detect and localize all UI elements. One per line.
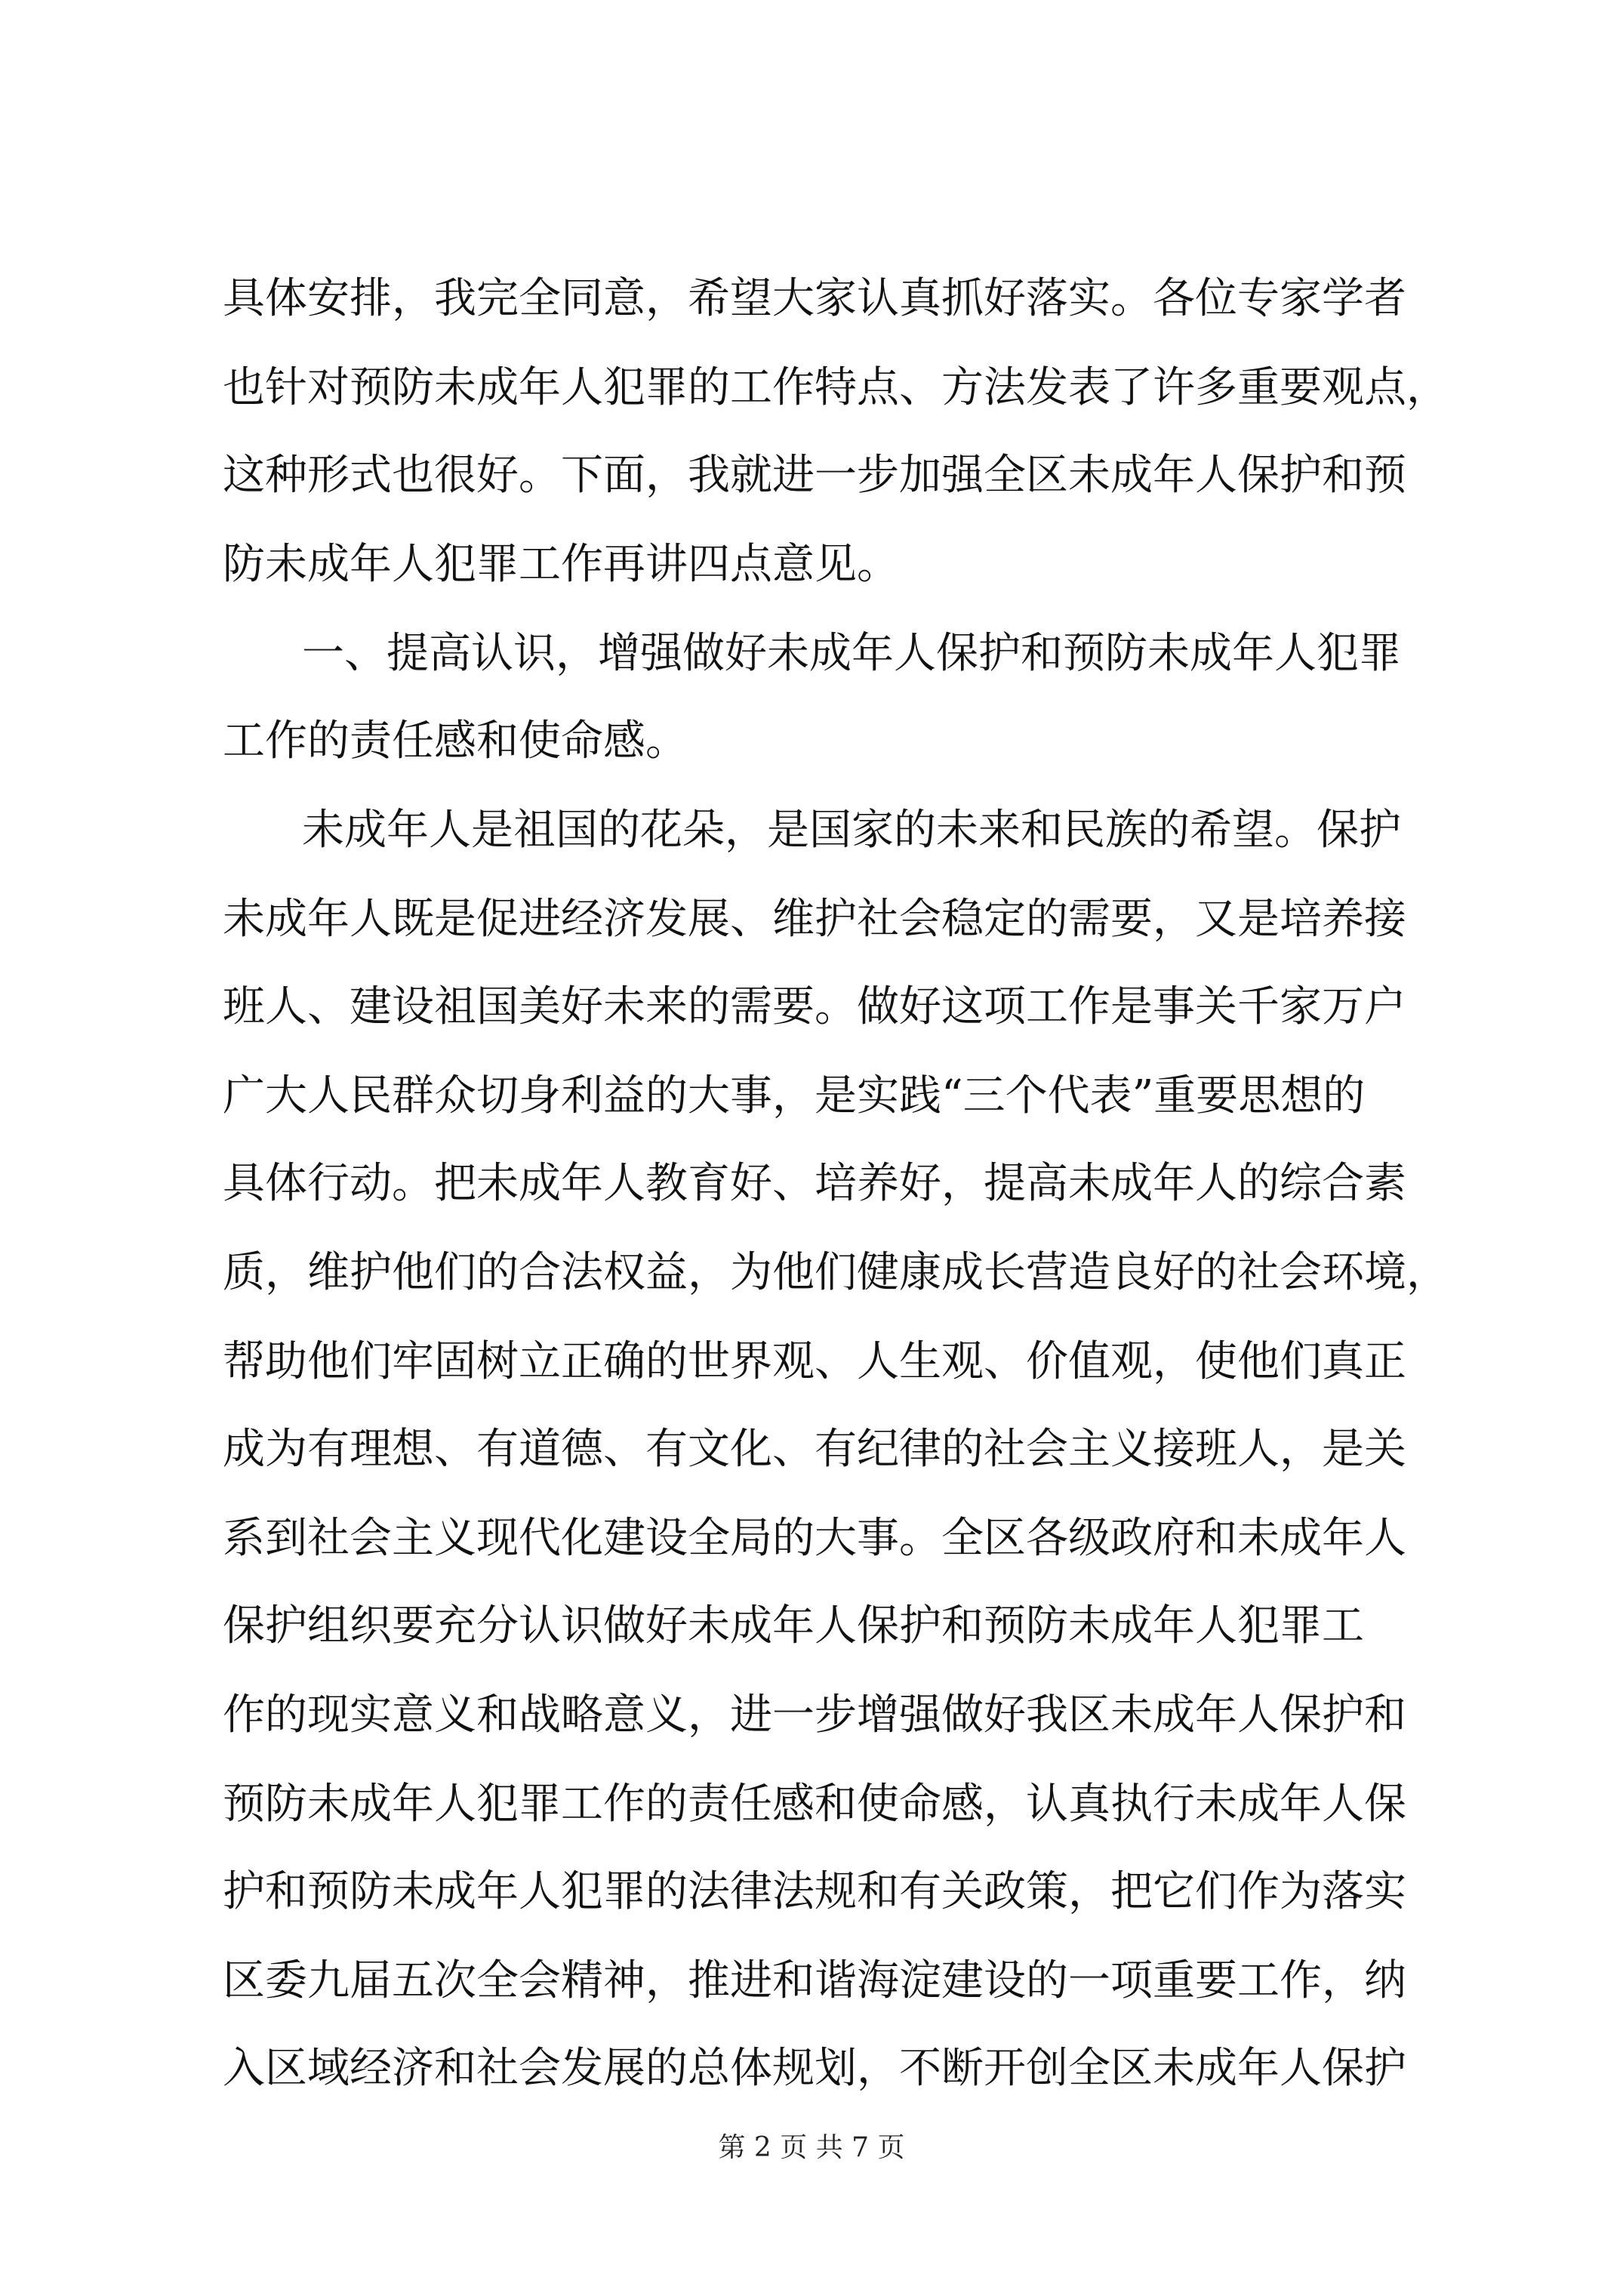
text-line: 护和预防未成年人犯罪的法律法规和有关政策，把它们作为落实	[223, 1867, 1406, 1916]
section-heading-line: 工作的责任感和使命感。	[223, 717, 688, 766]
text-line: 作的现实意义和战略意义，进一步增强做好我区未成年人保护和	[223, 1690, 1406, 1740]
text-line: 未成年人既是促进经济发展、维护社会稳定的需要，又是培养接	[223, 895, 1406, 944]
text-line: 也针对预防未成年人犯罪的工作特点、方法发表了许多重要观点，	[223, 363, 1449, 412]
page-footer: 第 2 页 共 7 页	[718, 2132, 905, 2163]
text-line: 班人、建设祖国美好未来的需要。做好这项工作是事关千家万户	[223, 982, 1406, 1031]
text-line: 这种形式也很好。下面，我就进一步加强全区未成年人保护和预	[223, 451, 1406, 500]
text-line: 具体安排，我完全同意，希望大家认真抓好落实。各位专家学者	[223, 274, 1406, 323]
text-line: 广大人民群众切身利益的大事，是实践“三个代表”重要思想的	[223, 1071, 1366, 1120]
text-line: 入区域经济和社会发展的总体规划，不断开创全区未成年人保护	[223, 2044, 1406, 2093]
text-line: 防未成年人犯罪工作再讲四点意见。	[223, 540, 899, 589]
text-line: 具体行动。把未成年人教育好、培养好，提高未成年人的综合素	[223, 1159, 1406, 1208]
text-line: 成为有理想、有道德、有文化、有纪律的社会主义接班人，是关	[223, 1425, 1406, 1474]
section-heading-line: 一、提高认识，增强做好未成年人保护和预防未成年人犯罪	[302, 629, 1401, 678]
text-line: 未成年人是祖国的花朵，是国家的未来和民族的希望。保护	[302, 806, 1401, 855]
text-line: 帮助他们牢固树立正确的世界观、人生观、价值观，使他们真正	[223, 1337, 1406, 1386]
text-line: 区委九届五次全会精神，推进和谐海淀建设的一项重要工作，纳	[223, 1956, 1406, 2005]
text-line: 质，维护他们的合法权益，为他们健康成长营造良好的社会环境，	[223, 1248, 1449, 1297]
text-line: 预防未成年人犯罪工作的责任感和使命感，认真执行未成年人保	[223, 1780, 1406, 1829]
text-line: 保护组织要充分认识做好未成年人保护和预防未成年人犯罪工	[223, 1601, 1364, 1650]
text-line: 系到社会主义现代化建设全局的大事。全区各级政府和未成年人	[223, 1514, 1406, 1563]
